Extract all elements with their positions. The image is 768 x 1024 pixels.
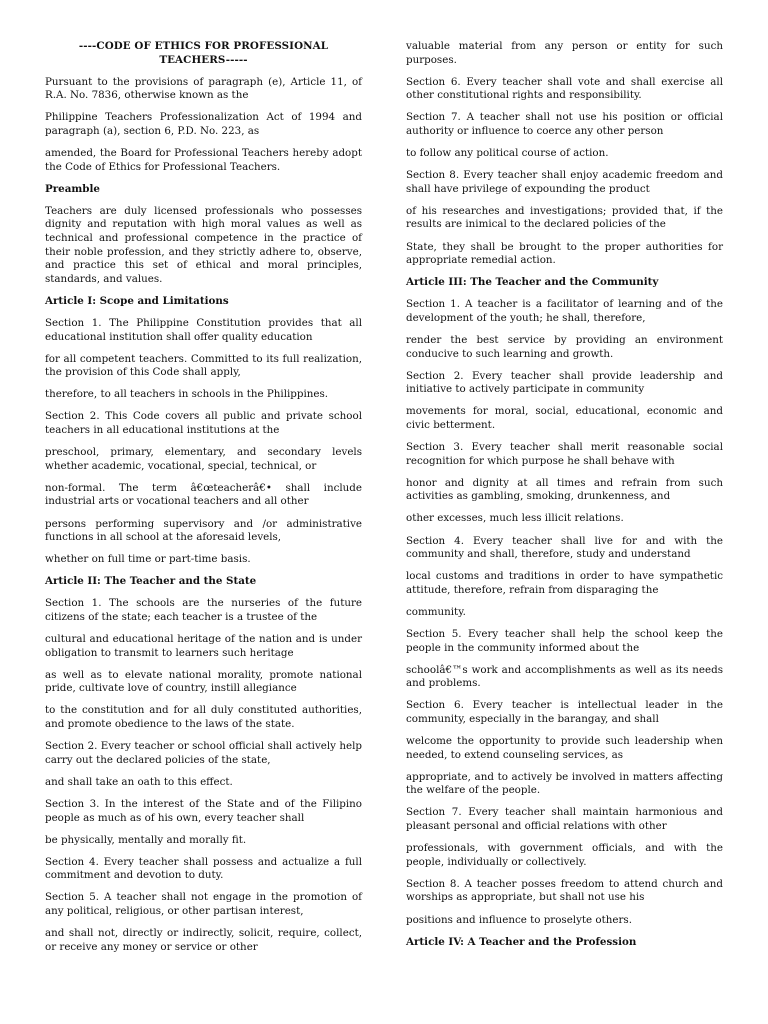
- paragraph: non-formal. The term â€œteacherâ€• shall include industrial arts or vocational teachers and all other: [45, 481, 362, 508]
- paragraph: whether on full time or part-time basis.: [45, 553, 251, 566]
- paragraph: and shall take an oath to this effect.: [45, 775, 233, 788]
- paragraph: Section 1. A teacher is a facilitator of learning and of the development of the youth; he shall, therefore,: [406, 298, 723, 324]
- paragraph: Section 2. This Code covers all public and private school teachers in all educational institutions at the: [45, 410, 362, 437]
- paragraph: other excesses, much less illicit relations.: [406, 512, 624, 525]
- paragraph: Section 3. Every teacher shall merit reasonable social recognition for which purpose he shall behave with: [406, 441, 723, 467]
- paragraph: valuable material from any person or entity for such purposes.: [406, 40, 723, 66]
- paragraph: Section 6. Every teacher shall vote and shall exercise all other constitutional rights and responsibility.: [406, 75, 723, 102]
- paragraph: welcome the opportunity to provide such leadership when needed, to extend counseling services, as: [406, 735, 723, 761]
- paragraph: Section 8. Every teacher shall enjoy academic freedom and shall have privilege of expounding the product: [406, 169, 723, 195]
- paragraph: amended, the Board for Professional Teachers hereby adopt the Code of Ethics for Professional Teachers.: [45, 147, 362, 173]
- document-title: ----CODE OF ETHICS FOR PROFESSIONAL TEACHERS-----: [78, 40, 329, 66]
- paragraph: Teachers are duly licensed professionals who possesses dignity and reputation with high moral values as well as technical and professional competence in the practice of their noble profession, and they strictly adhere to, observe, and practice this set of ethical and moral principles, standards, and values.: [45, 204, 362, 285]
- paragraph: Philippine Teachers Professionalization Act of 1994 and paragraph (a), section 6, P.D. No. 223, as: [45, 111, 362, 137]
- paragraph: cultural and educational heritage of the nation and is under obligation to transmit to learners such heritage: [45, 633, 362, 659]
- paragraph: preschool, primary, elementary, and secondary levels whether academic, vocational, special, technical, or: [45, 446, 362, 472]
- paragraph: State, they shall be brought to the proper authorities for appropriate remedial action.: [406, 240, 723, 267]
- paragraph: positions and influence to proselyte others.: [406, 913, 632, 926]
- paragraph: Section 4. Every teacher shall live for and with the community and shall, therefore, study and understand: [406, 534, 723, 561]
- paragraph: for all competent teachers. Committed to its full realization, the provision of this Code shall apply,: [45, 352, 362, 379]
- paragraph: as well as to elevate national morality, promote national pride, cultivate love of country, instill allegiance: [45, 668, 362, 695]
- paragraph: schoolâ€™s work and accomplishments as well as its needs and problems.: [406, 663, 723, 690]
- paragraph: Section 1. The Philippine Constitution provides that all educational institution shall offer quality education: [45, 317, 362, 343]
- paragraph: Section 8. A teacher posses freedom to attend church and worships as appropriate, but shall not use his: [406, 877, 723, 904]
- paragraph: Section 3. In the interest of the State and of the Filipino people as much as of his own, every teacher shall: [45, 797, 362, 824]
- paragraph: to follow any political course of action.: [406, 147, 609, 160]
- paragraph: professionals, with government officials, and with the people, individually or collectively.: [406, 842, 723, 868]
- paragraph: appropriate, and to actively be involved in matters affecting the welfare of the people.: [406, 770, 723, 797]
- paragraph: Section 5. A teacher shall not engage in the promotion of any political, religious, or other partisan interest,: [45, 891, 362, 917]
- paragraph: render the best service by providing an environment conducive to such learning and growth.: [406, 334, 723, 360]
- paragraph: be physically, mentally and morally fit.: [45, 833, 247, 846]
- paragraph: Section 7. A teacher shall not use his position or official authority or influence to coerce any other person: [406, 111, 723, 137]
- section-heading: Article III: The Teacher and the Community: [406, 276, 659, 289]
- paragraph: Section 5. Every teacher shall help the school keep the people in the community informed about the: [406, 628, 723, 654]
- paragraph: local customs and traditions in order to have sympathetic attitude, therefore, refrain from disparaging the: [406, 570, 723, 596]
- paragraph: persons performing supervisory and /or administrative functions in all school at the aforesaid levels,: [45, 517, 362, 544]
- section-heading: Article I: Scope and Limitations: [45, 294, 229, 307]
- left-column: [45, 40, 362, 963]
- paragraph: Section 1. The schools are the nurseries of the future citizens of the state; each teacher is a trustee of the: [45, 597, 362, 623]
- paragraph: therefore, to all teachers in schools in the Philippines.: [45, 388, 329, 401]
- section-heading: Article II: The Teacher and the State: [45, 575, 257, 588]
- section-heading: Article IV: A Teacher and the Profession: [406, 935, 637, 948]
- section-heading: Preamble: [45, 182, 100, 195]
- paragraph: Section 2. Every teacher shall provide leadership and initiative to actively participate in community: [406, 369, 723, 396]
- paragraph: Section 7. Every teacher shall maintain harmonious and pleasant personal and official relations with other: [406, 806, 723, 833]
- paragraph: Section 4. Every teacher shall possess and actualize a full commitment and devotion to duty.: [45, 855, 362, 882]
- paragraph: Pursuant to the provisions of paragraph (e), Article 11, of R.A. No. 7836, otherwise known as the: [45, 75, 362, 102]
- paragraph: honor and dignity at all times and refrain from such activities as gambling, smoking, drunkenness, and: [406, 476, 723, 503]
- paragraph: community.: [406, 605, 466, 618]
- paragraph: Section 2. Every teacher or school official shall actively help carry out the declared policies of the state,: [45, 740, 362, 766]
- paragraph: to the constitution and for all duly constituted authorities, and promote obedience to the laws of the state.: [45, 704, 362, 731]
- paragraph: and shall not, directly or indirectly, solicit, require, collect, or receive any money or service or other: [45, 927, 362, 953]
- paragraph: Section 6. Every teacher is intellectual leader in the community, especially in the barangay, and shall: [406, 699, 723, 725]
- right-column: [406, 40, 723, 958]
- paragraph: movements for moral, social, educational, economic and civic betterment.: [406, 405, 723, 431]
- paragraph: of his researches and investigations; provided that, if the results are inimical to the declared policies of the: [406, 204, 723, 231]
